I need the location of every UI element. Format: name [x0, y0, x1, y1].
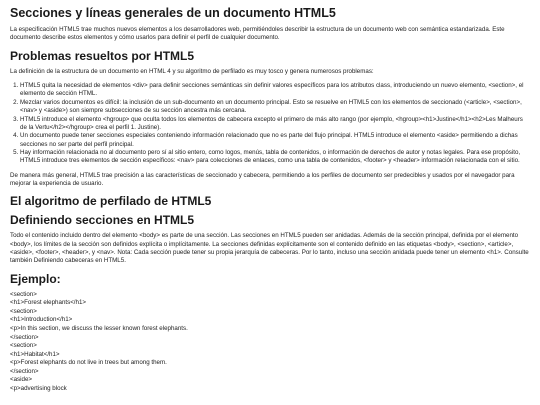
- code-line: <section>: [10, 342, 37, 350]
- code-line: <section>: [10, 290, 37, 298]
- problems-list: [10, 82, 530, 166]
- list-item: 1. HTML5 quita la necesidad de elementos <div> para definir secciones semánticas sin definir valores específicos para los atributos class, introduciendo un nuevo elemento, <section>, el elemento de sección HTML.: [20, 82, 530, 99]
- list-item: 5. Hay información relacionada no al documento pero sí al sitio entero, como logos, menús, tabla de contenidos, o información de derechos de autor y notas legales. Para ese propósito, HTML5 introduce tres elementos de sección específicos: <nav> para colecciones de enlaces, como una tabla de contenidos, <footer> y <header> información relacionada con el sitio.: [20, 149, 530, 166]
- code-line: <h1>Introduction</h1>: [10, 316, 73, 324]
- code-line: <h1>Forest elephants</h1>: [10, 299, 87, 307]
- intro-paragraph: La especificación HTML5 trae muchos nuevos elementos a los desarrolladores web, permitiéndoles describir la estructura de un documento web con semántica estandarizada. Este documento describe estos elementos y cómo usarlos para definir el perfil de cualquier documento.: [10, 26, 505, 42]
- list-item: 3. HTML5 introduce el elemento <hgroup> que oculta todos los elementos de cabecera excepto el primero de más alto rango (por ejemplo, <hgroup><h1>Justine</h1><h2>Les Malheurs de la Vertu</h2></hgroup> crea el perfil 1. Justine).: [20, 116, 530, 133]
- code-line: <section>: [10, 307, 37, 315]
- defining-paragraph: Todo el contenido incluido dentro del elemento <body> es parte de una sección. Las secciones en HTML5 pueden ser anidadas. Además de la sección principal, definida por el elemento <body>, los límites de la sección son definidos explícita o implícitamente. La secciones definidas explícitamente son el contenido definido en las etiquetas <body>, <section>, <article>, <aside>, <footer>, <header>, y <nav>. Nota: Cada sección puede tener su propia jerarquía de cabeceras. Por lo tanto, incluso una sección anidada puede tener un elemento <h1>. Consulte también Definiendo cabeceras en HTML5.: [10, 232, 529, 265]
- code-example: [10, 291, 530, 394]
- code-line: <h1>Habitat</h1>: [10, 350, 60, 358]
- list-item: 4. Un documento puede tener secciones especiales conteniendo información relacionado que no es parte del flujo principal. HTML5 introduce el elemento <aside> permitiendo a dichas secciones no ser parte del perfil principal.: [20, 132, 530, 149]
- code-line: <p>In this section, we discuss the lesser known forest elephants.: [10, 325, 188, 333]
- code-line: <p>Forest elephants do not live in trees but among them.: [10, 359, 167, 367]
- code-line: <p>advertising block: [10, 384, 67, 392]
- problems-summary: De manera más general, HTML5 trae precisión a las características de seccionado y cabecera, permitiendo a los perfiles de documento ser predecibles y usados por el navegador para mejorar la experiencia de usuario.: [10, 171, 515, 188]
- example-heading: Ejemplo:: [10, 271, 61, 286]
- list-item: 2. Mezclar varios documentos es difícil: la inclusión de un sub-documento en un documento principal. Esto se resuelve en HTML5 con los elementos de seccionado (<article>, <section>, <nav> y <aside>) son siempre subsecciones de su sección ancestra más cercana.: [20, 99, 530, 116]
- problems-lead: La definición de la estructura de un documento en HTML 4 y su algoritmo de perfilado es muy tosco y genera numerosos problemas:: [10, 67, 374, 75]
- code-line: <aside>: [10, 376, 33, 384]
- code-line: </section>: [10, 333, 39, 341]
- algorithm-heading: El algoritmo de perfilado de HTML5: [10, 194, 212, 209]
- code-line: </section>: [10, 367, 39, 375]
- defining-heading: Definiendo secciones en HTML5: [10, 213, 195, 228]
- page-title: Secciones y líneas generales de un documento HTML5: [10, 6, 336, 20]
- problems-heading: Problemas resueltos por HTML5: [10, 48, 195, 63]
